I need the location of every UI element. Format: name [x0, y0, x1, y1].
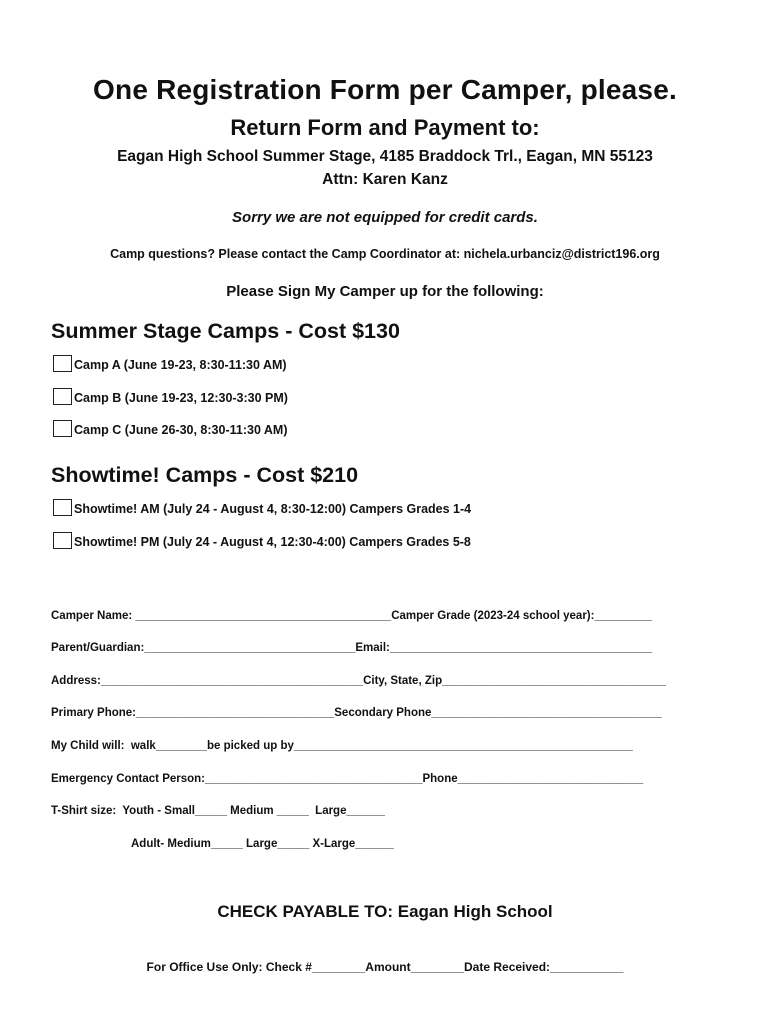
tshirt-adult-field[interactable]: Adult- Medium_____ Large_____ X-Large______ [131, 838, 394, 850]
checkbox[interactable] [53, 388, 72, 405]
school-address: Eagan High School Summer Stage, 4185 Braddock Trl., Eagan, MN 55123 [117, 148, 653, 165]
address-field[interactable]: Address:_________________________________________City, State, Zip___________________________________ [51, 675, 666, 687]
option-label: Camp A (June 19-23, 8:30-11:30 AM) [74, 358, 287, 372]
option-label: Camp C (June 26-30, 8:30-11:30 AM) [74, 423, 288, 437]
checkbox[interactable] [53, 355, 72, 372]
tshirt-youth-field[interactable]: T-Shirt size: Youth - Small_____ Medium _____ Large______ [51, 805, 385, 817]
return-heading: Return Form and Payment to: [230, 115, 540, 140]
showtime-am-option[interactable] [53, 499, 471, 516]
showtime-pm-option[interactable] [53, 532, 471, 549]
emergency-contact-field[interactable]: Emergency Contact Person:__________________________________Phone_____________________________ [51, 773, 644, 785]
camp-c-option[interactable] [53, 420, 288, 437]
attn-line: Attn: Karen Kanz [322, 171, 448, 188]
checkbox[interactable] [53, 532, 72, 549]
credit-card-notice: Sorry we are not equipped for credit cards. [232, 209, 538, 226]
pickup-field[interactable]: My Child will: walk________be picked up by_____________________________________________________ [51, 740, 633, 752]
signup-heading: Please Sign My Camper up for the following: [226, 283, 544, 300]
option-label: Showtime! PM (July 24 - August 4, 12:30-4:00) Campers Grades 5-8 [74, 535, 471, 549]
parent-email-field[interactable]: Parent/Guardian:_________________________________Email:_________________________________________ [51, 642, 653, 654]
checkbox[interactable] [53, 420, 72, 437]
camper-name-field[interactable]: Camper Name: ________________________________________Camper Grade (2023-24 school year):_________ [51, 610, 653, 622]
showtime-camps-heading: Showtime! Camps - Cost $210 [51, 463, 359, 487]
summer-camps-heading: Summer Stage Camps - Cost $130 [51, 319, 400, 343]
phone-field[interactable]: Primary Phone:_______________________________Secondary Phone____________________________________ [51, 707, 662, 719]
checkbox[interactable] [53, 499, 72, 516]
camp-a-option[interactable] [53, 355, 287, 372]
form-title: One Registration Form per Camper, please. [93, 74, 677, 105]
check-payable-line: CHECK PAYABLE TO: Eagan High School [217, 902, 553, 921]
contact-line: Camp questions? Please contact the Camp Coordinator at: nichela.urbanciz@district196.org [110, 247, 660, 261]
office-use-line: For Office Use Only: Check #________Amount________Date Received:___________ [146, 960, 624, 974]
option-label: Camp B (June 19-23, 12:30-3:30 PM) [74, 391, 288, 405]
option-label: Showtime! AM (July 24 - August 4, 8:30-12:00) Campers Grades 1-4 [74, 502, 472, 516]
camp-b-option[interactable] [53, 388, 288, 405]
